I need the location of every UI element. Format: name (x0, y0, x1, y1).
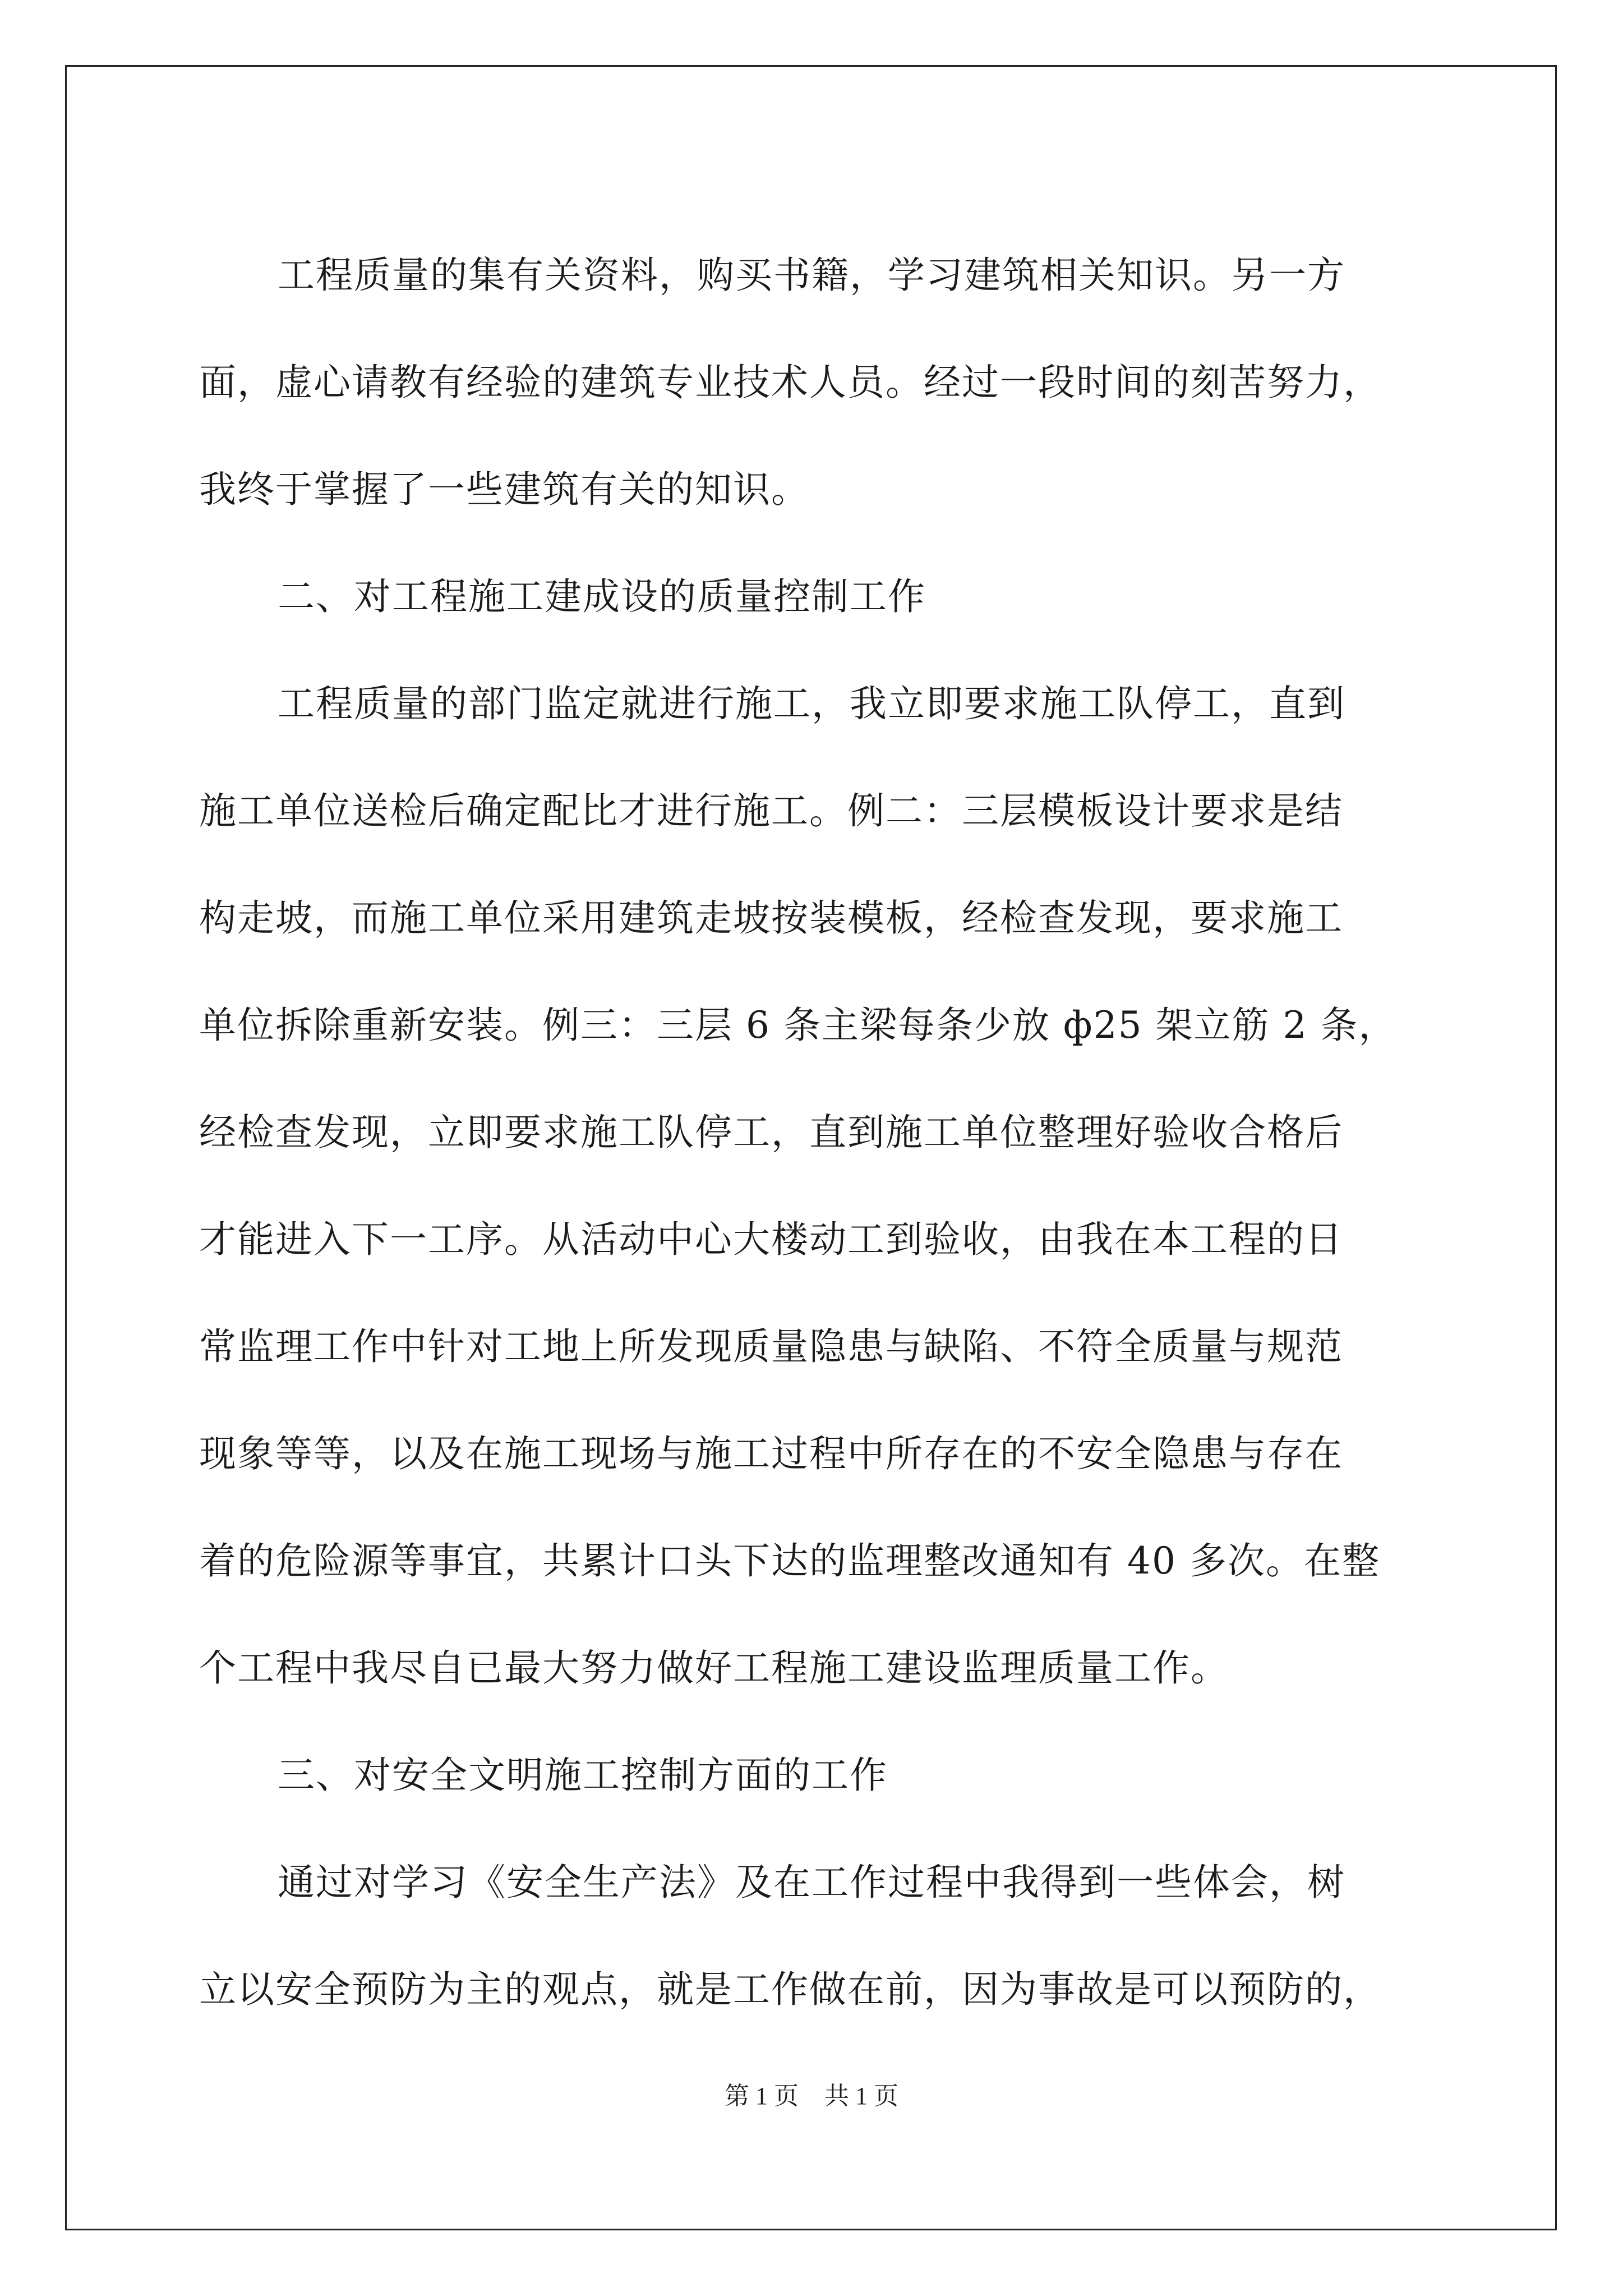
paragraph-line: 单位拆除重新安装。例三：三层 6 条主梁每条少放 ф25 架立筋 2 条， (199, 1004, 1397, 1047)
paragraph-line: 立以安全预防为主的观点，就是工作做在前，因为事故是可以预防的， (199, 1968, 1381, 2011)
section-heading: 三、对安全文明施工控制方面的工作 (278, 1754, 888, 1797)
paragraph-line: 个工程中我尽自已最大努力做好工程施工建设监理质量工作。 (199, 1646, 1229, 1690)
paragraph-line: 才能进入下一工序。从活动中心大楼动工到验收，由我在本工程的日 (199, 1218, 1343, 1261)
paragraph-line: 通过对学习《安全生产法》及在工作过程中我得到一些体会，树 (278, 1861, 1345, 1904)
page-number-total: 共 1 页 (824, 2082, 898, 2110)
paragraph-line: 常监理工作中针对工地上所发现质量隐患与缺陷、不符全质量与规范 (199, 1325, 1343, 1368)
page-footer (0, 2076, 1623, 2111)
paragraph-line: 工程质量的集有关资料，购买书籍，学习建筑相关知识。另一方 (278, 254, 1345, 297)
paragraph-line: 施工单位送检后确定配比才进行施工。例二：三层模板设计要求是结 (199, 789, 1343, 832)
paragraph-line: 构走坡，而施工单位采用建筑走坡按装模板，经检查发现，要求施工 (199, 896, 1343, 940)
paragraph-line: 着的危险源等事宜，共累计口头下达的监理整改通知有 40 多次。在整 (199, 1539, 1380, 1582)
paragraph-line: 工程质量的部门监定就进行施工，我立即要求施工队停工，直到 (278, 682, 1345, 725)
paragraph-line: 我终于掌握了一些建筑有关的知识。 (199, 468, 809, 511)
paragraph-line: 现象等等，以及在施工现场与施工过程中所存在的不安全隐患与存在 (199, 1432, 1343, 1475)
document-body (199, 222, 1433, 2043)
section-heading: 二、对工程施工建成设的质量控制工作 (278, 575, 926, 618)
paragraph-line: 面，虚心请教有经验的建筑专业技术人员。经过一段时间的刻苦努力， (199, 361, 1381, 404)
page-number-current: 第 1 页 (725, 2082, 799, 2110)
paragraph-line: 经检查发现，立即要求施工队停工，直到施工单位整理好验收合格后 (199, 1111, 1343, 1154)
